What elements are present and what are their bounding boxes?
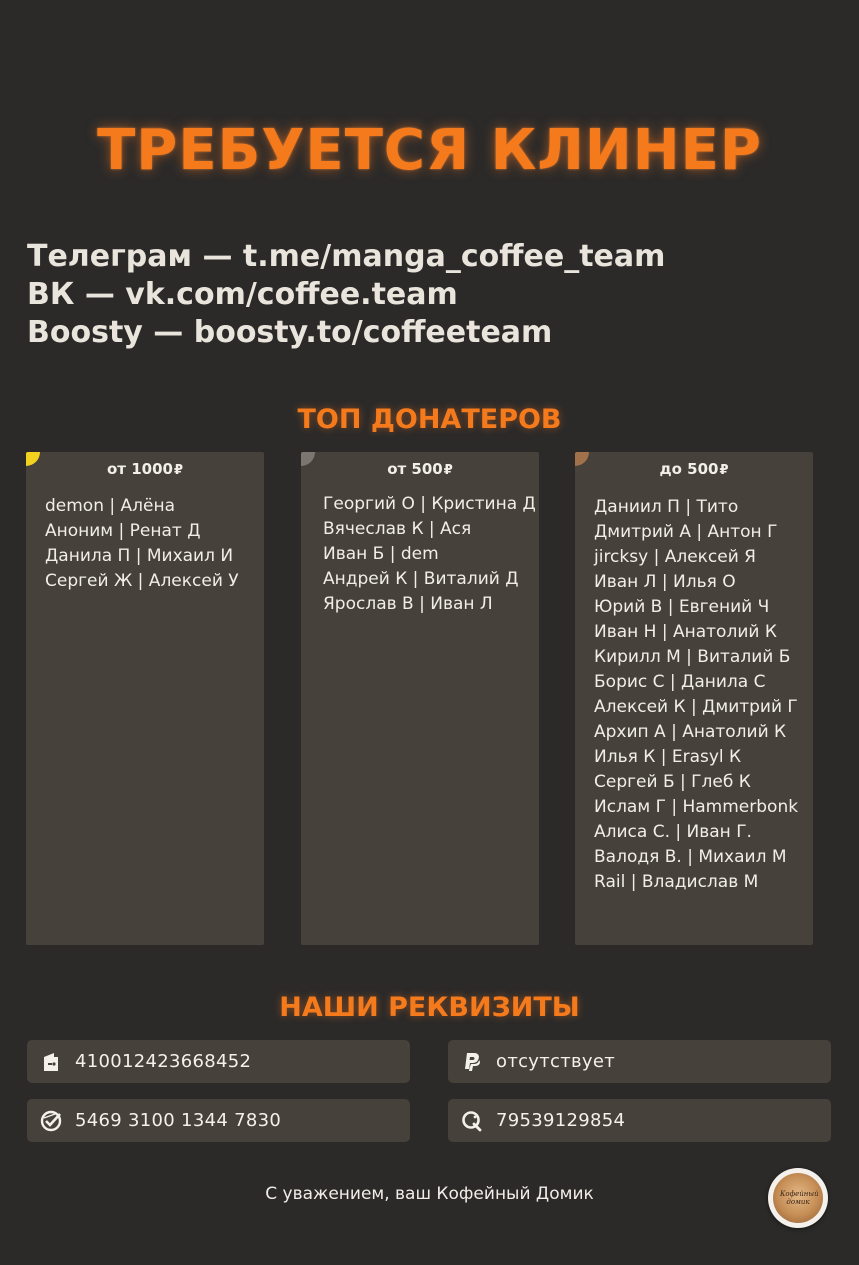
list-item: Сергей Б | Глеб К <box>594 772 751 792</box>
paypal-status: отсутствует <box>496 1051 616 1072</box>
list-item: Иван Л | Илья О <box>594 572 736 592</box>
list-item: Данила П | Михаил И <box>45 546 234 566</box>
boosty-link[interactable]: Boosty — boosty.to/coffeeteam <box>27 315 553 350</box>
donor-column-from-1000 <box>26 452 264 945</box>
page-title: ТРЕБУЕТСЯ КЛИНЕР <box>97 118 762 183</box>
column-title <box>575 460 813 478</box>
list-item: Кирилл М | Виталий Б <box>594 647 791 667</box>
donor-list <box>594 495 809 895</box>
column-title-text: от 500 <box>387 460 443 478</box>
qiwi-requisite[interactable] <box>448 1099 831 1142</box>
logo-badge <box>773 1173 823 1223</box>
list-item: Илья К | Erasyl К <box>594 747 742 767</box>
sberbank-card-number: 5469 3100 1344 7830 <box>75 1110 282 1131</box>
donor-column-up-to-500 <box>575 452 813 945</box>
sberbank-icon <box>40 1110 62 1132</box>
list-item: Андрей К | Виталий Д <box>323 569 519 589</box>
list-item: demon | Алёна <box>45 496 176 516</box>
sberbank-requisite[interactable] <box>27 1099 410 1142</box>
list-item: Иван Б | dem <box>323 544 439 564</box>
donor-column-from-500 <box>301 452 539 945</box>
list-item: Иван Н | Анатолий К <box>594 622 777 642</box>
list-item: jircksy | Алексей Я <box>594 547 756 567</box>
yoomoney-requisite[interactable] <box>27 1040 410 1083</box>
vk-link[interactable]: ВК — vk.com/coffee.team <box>27 277 458 312</box>
qiwi-icon <box>461 1110 483 1132</box>
contact-links <box>27 238 837 352</box>
signature-text: С уважением, ваш Кофейный Домик <box>265 1184 594 1204</box>
list-item: Алиса С. | Иван Г. <box>594 822 752 842</box>
list-item: Rail | Владислав М <box>594 872 759 892</box>
column-title-text: до 500 <box>659 460 719 478</box>
list-item: Алексей К | Дмитрий Г <box>594 697 798 717</box>
list-item: Даниил П | Тито <box>594 497 739 517</box>
top-donors-heading: ТОП ДОНАТЕРОВ <box>297 404 562 435</box>
column-title <box>26 460 264 478</box>
list-item: Сергей Ж | Алексей У <box>45 571 239 591</box>
list-item: Георгий О | Кристина Д <box>323 494 536 514</box>
telegram-link[interactable]: Телеграм — t.me/manga_coffee_team <box>27 239 666 274</box>
list-item: Борис С | Данила С <box>594 672 766 692</box>
paypal-icon <box>461 1051 483 1073</box>
column-title-text: от 1000 <box>106 460 173 478</box>
ruble-sign: ₽ <box>443 463 453 478</box>
list-item: Архип А | Анатолий К <box>594 722 787 742</box>
donor-list <box>45 494 260 594</box>
donor-list <box>323 492 535 617</box>
ruble-sign: ₽ <box>173 463 184 478</box>
list-item: Валодя В. | Михаил М <box>594 847 787 867</box>
list-item: Дмитрий А | Антон Г <box>594 522 778 542</box>
logo-text: Кофейный домик <box>780 1190 819 1206</box>
list-item: Ислам Г | Hammerbonk <box>594 797 799 817</box>
list-item: Аноним | Ренат Д <box>45 521 201 541</box>
requisites-heading: НАШИ РЕКВИЗИТЫ <box>279 992 580 1023</box>
yoomoney-icon <box>40 1051 62 1073</box>
list-item: Ярослав В | Иван Л <box>323 594 493 614</box>
column-title <box>301 460 539 478</box>
list-item: Юрий В | Евгений Ч <box>594 597 770 617</box>
ruble-sign: ₽ <box>719 463 729 478</box>
yoomoney-number: 410012423668452 <box>75 1051 252 1072</box>
coffee-house-logo <box>768 1168 828 1228</box>
qiwi-number: 79539129854 <box>496 1110 626 1131</box>
paypal-requisite[interactable] <box>448 1040 831 1083</box>
list-item: Вячеслав К | Ася <box>323 519 472 539</box>
